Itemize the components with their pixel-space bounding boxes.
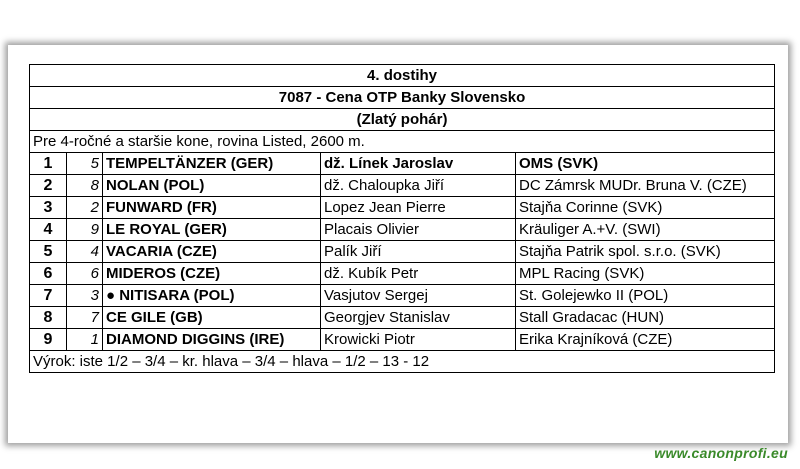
- race-subtitle-row: [30, 109, 775, 131]
- horse-cell: FUNWARD (FR): [103, 197, 321, 219]
- jockey-cell: Georgjev Stanislav: [321, 307, 516, 329]
- race-results-table: [29, 64, 775, 373]
- result-row: [30, 175, 775, 197]
- owner-cell: MPL Racing (SVK): [516, 263, 775, 285]
- horse-cell: DIAMOND DIGGINS (IRE): [103, 329, 321, 351]
- place-cell: 1: [30, 153, 67, 175]
- race-conditions-row: [30, 131, 775, 153]
- owner-cell: Kräuliger A.+V. (SWI): [516, 219, 775, 241]
- start-number-cell: 8: [67, 175, 103, 197]
- result-row: [30, 285, 775, 307]
- place-cell: 5: [30, 241, 67, 263]
- start-number-cell: 2: [67, 197, 103, 219]
- place-cell: 4: [30, 219, 67, 241]
- result-row: [30, 329, 775, 351]
- place-cell: 2: [30, 175, 67, 197]
- race-number-title: 4. dostihy: [30, 65, 775, 87]
- result-row: [30, 307, 775, 329]
- start-number-cell: 9: [67, 219, 103, 241]
- jockey-cell: dž. Kubík Petr: [321, 263, 516, 285]
- result-row: [30, 263, 775, 285]
- jockey-cell: Placais Olivier: [321, 219, 516, 241]
- start-number-cell: 4: [67, 241, 103, 263]
- start-number-cell: 7: [67, 307, 103, 329]
- owner-cell: Erika Krajníková (CZE): [516, 329, 775, 351]
- jockey-cell: Palík Jiří: [321, 241, 516, 263]
- race-name-row: [30, 87, 775, 109]
- watermark: www.canonprofi.eu: [654, 445, 788, 461]
- race-conditions: Pre 4-ročné a staršie kone, rovina Listed, 2600 m.: [30, 131, 775, 153]
- race-margins: Výrok: iste 1/2 – 3/4 – kr. hlava – 3/4 – hlava – 1/2 – 13 - 12: [30, 351, 775, 373]
- start-number-cell: 6: [67, 263, 103, 285]
- race-name: 7087 - Cena OTP Banky Slovensko: [30, 87, 775, 109]
- race-number-row: [30, 65, 775, 87]
- horse-cell: MIDEROS (CZE): [103, 263, 321, 285]
- result-row: [30, 219, 775, 241]
- jockey-cell: Lopez Jean Pierre: [321, 197, 516, 219]
- result-row: [30, 197, 775, 219]
- place-cell: 9: [30, 329, 67, 351]
- result-row: [30, 241, 775, 263]
- owner-cell: St. Golejewko II (POL): [516, 285, 775, 307]
- horse-cell: ● NITISARA (POL): [103, 285, 321, 307]
- jockey-cell: dž. Chaloupka Jiří: [321, 175, 516, 197]
- place-cell: 8: [30, 307, 67, 329]
- owner-cell: DC Zámrsk MUDr. Bruna V. (CZE): [516, 175, 775, 197]
- jockey-cell: dž. Línek Jaroslav: [321, 153, 516, 175]
- owner-cell: OMS (SVK): [516, 153, 775, 175]
- jockey-cell: Vasjutov Sergej: [321, 285, 516, 307]
- start-number-cell: 5: [67, 153, 103, 175]
- start-number-cell: 1: [67, 329, 103, 351]
- horse-cell: TEMPELTÄNZER (GER): [103, 153, 321, 175]
- result-row: [30, 153, 775, 175]
- margins-row: [30, 351, 775, 373]
- horse-cell: NOLAN (POL): [103, 175, 321, 197]
- place-cell: 6: [30, 263, 67, 285]
- horse-cell: LE ROYAL (GER): [103, 219, 321, 241]
- race-subtitle: (Zlatý pohár): [30, 109, 775, 131]
- place-cell: 7: [30, 285, 67, 307]
- owner-cell: Stajňa Corinne (SVK): [516, 197, 775, 219]
- jockey-cell: Krowicki Piotr: [321, 329, 516, 351]
- horse-cell: VACARIA (CZE): [103, 241, 321, 263]
- horse-cell: CE GILE (GB): [103, 307, 321, 329]
- start-number-cell: 3: [67, 285, 103, 307]
- owner-cell: Stajňa Patrik spol. s.r.o. (SVK): [516, 241, 775, 263]
- place-cell: 3: [30, 197, 67, 219]
- owner-cell: Stall Gradacac (HUN): [516, 307, 775, 329]
